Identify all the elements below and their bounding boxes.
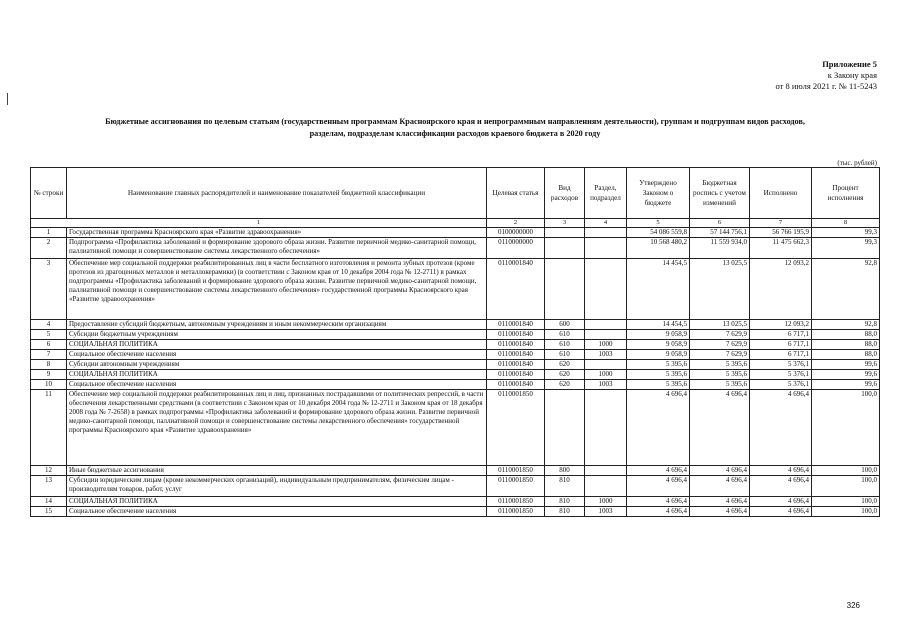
row-percent: 92,8: [812, 320, 880, 330]
row-section: [585, 390, 627, 466]
row-percent: 88,0: [812, 330, 880, 340]
row-target: 0110001840: [487, 360, 545, 370]
row-percent: 100,0: [812, 466, 880, 476]
row-target: 0110001850: [487, 466, 545, 476]
row-kind: 610: [545, 340, 585, 350]
row-kind: 620: [545, 380, 585, 390]
row-kind: 620: [545, 360, 585, 370]
row-approved: 4 696,4: [627, 476, 690, 497]
row-name: Социальное обеспечение населения: [67, 507, 487, 517]
row-list: 4 696,4: [690, 390, 750, 466]
colnum-2: 2: [487, 219, 545, 228]
units-label: (тыс. рублей): [837, 159, 877, 167]
column-number-row: [31, 219, 880, 228]
row-number: 7: [31, 350, 67, 360]
page-number: 326: [846, 601, 860, 610]
row-section: 1003: [585, 350, 627, 360]
colnum-6: 6: [690, 219, 750, 228]
row-percent: 99,6: [812, 380, 880, 390]
row-number: 14: [31, 497, 67, 507]
row-percent: 100,0: [812, 476, 880, 497]
row-section: 1003: [585, 507, 627, 517]
row-executed: 6 717,1: [750, 350, 812, 360]
row-target: 0110001840: [487, 380, 545, 390]
row-percent: 99,3: [812, 228, 880, 238]
row-list: 7 629,9: [690, 330, 750, 340]
header-target: Целевая статья: [487, 168, 545, 219]
row-percent: 99,6: [812, 360, 880, 370]
table-body: [31, 228, 880, 517]
row-approved: 10 568 480,2: [627, 238, 690, 259]
table-row: [31, 507, 880, 517]
row-percent: 100,0: [812, 497, 880, 507]
row-approved: 54 086 559,8: [627, 228, 690, 238]
row-executed: 6 717,1: [750, 330, 812, 340]
row-target: 0110001850: [487, 390, 545, 466]
header-list: Бюджетная роспись с учетом изменений: [690, 168, 750, 219]
row-percent: 92,8: [812, 259, 880, 320]
table-row: [31, 497, 880, 507]
row-approved: 14 454,5: [627, 320, 690, 330]
row-kind: 810: [545, 476, 585, 497]
row-list: 11 559 934,0: [690, 238, 750, 259]
row-name: Обеспечение мер социальной поддержки реабилитированных лиц в части бесплатного изготовления и ремонта зубных протезов (кроме протезов из драгоценных металлов и металлокерамики) (в соответствии с Законом края от 10 декабря 2004 года № 12-2711) в рамках подпрограммы «Профилактика заболеваний и формирование здорового образа жизни. Развитие первичной медико-санитарной помощи, паллиативной помощи и совершенствование системы лекарственного обеспечения» государственной программы Красноярского края «Развитие здравоохранения»: [67, 259, 487, 320]
row-kind: [545, 238, 585, 259]
row-list: 4 696,4: [690, 476, 750, 497]
row-percent: 99,3: [812, 238, 880, 259]
budget-table: [30, 167, 880, 517]
row-number: 12: [31, 466, 67, 476]
table-row: [31, 360, 880, 370]
row-number: 9: [31, 370, 67, 380]
appendix-date: от 8 июля 2021 г. № 11-5243: [775, 81, 877, 91]
row-section: [585, 238, 627, 259]
row-target: 0110001840: [487, 320, 545, 330]
row-name: Подпрограмма «Профилактика заболеваний и формирование здорового образа жизни. Развитие первичной медико-санитарной помощи, паллиативной помощи и совершенствование системы лекарственного обеспечения»: [67, 238, 487, 259]
row-approved: 5 395,6: [627, 380, 690, 390]
header-num: № строки: [31, 168, 67, 219]
row-percent: 100,0: [812, 507, 880, 517]
row-name: Субсидии автономным учреждениям: [67, 360, 487, 370]
row-percent: 99,6: [812, 370, 880, 380]
row-percent: 100,0: [812, 390, 880, 466]
row-executed: 5 376,1: [750, 360, 812, 370]
row-list: 4 696,4: [690, 507, 750, 517]
row-approved: 4 696,4: [627, 507, 690, 517]
row-approved: 5 395,6: [627, 360, 690, 370]
row-target: 0110000000: [487, 238, 545, 259]
row-executed: 5 376,1: [750, 380, 812, 390]
row-kind: 810: [545, 507, 585, 517]
row-list: 7 629,9: [690, 340, 750, 350]
row-name: СОЦИАЛЬНАЯ ПОЛИТИКА: [67, 340, 487, 350]
row-number: 8: [31, 360, 67, 370]
row-list: 4 696,4: [690, 466, 750, 476]
table-row: [31, 238, 880, 259]
row-name: Субсидии юридическим лицам (кроме некоммерческих организаций), индивидуальным предпринимателям, физическим лицам - производителям товаров, работ, услуг: [67, 476, 487, 497]
header-executed: Исполнено: [750, 168, 812, 219]
row-list: 13 025,5: [690, 320, 750, 330]
header-name: Наименование главных распорядителей и наименование показателей бюджетной классификации: [67, 168, 487, 219]
row-approved: 9 058,9: [627, 330, 690, 340]
row-kind: 800: [545, 466, 585, 476]
row-executed: 12 093,2: [750, 259, 812, 320]
row-number: 1: [31, 228, 67, 238]
row-target: 0110001840: [487, 259, 545, 320]
row-section: 1000: [585, 497, 627, 507]
table-row: [31, 476, 880, 497]
header-section: Раздел, подраздел: [585, 168, 627, 219]
row-kind: 610: [545, 330, 585, 340]
row-number: 4: [31, 320, 67, 330]
colnum-1: 1: [31, 219, 487, 228]
row-executed: 4 696,4: [750, 507, 812, 517]
row-section: [585, 476, 627, 497]
colnum-7: 7: [750, 219, 812, 228]
table-row: [31, 466, 880, 476]
row-executed: 5 376,1: [750, 370, 812, 380]
table-row: [31, 259, 880, 320]
row-executed: 4 696,4: [750, 476, 812, 497]
row-approved: 4 696,4: [627, 390, 690, 466]
row-target: 0110001840: [487, 340, 545, 350]
row-name: Субсидии бюджетным учреждениям: [67, 330, 487, 340]
row-number: 13: [31, 476, 67, 497]
table-row: [31, 350, 880, 360]
row-section: 1000: [585, 340, 627, 350]
row-executed: 4 696,4: [750, 390, 812, 466]
row-executed: 12 093,2: [750, 320, 812, 330]
colnum-8: 8: [812, 219, 880, 228]
appendix-law: к Закону края: [827, 70, 877, 80]
row-number: 2: [31, 238, 67, 259]
table-row: [31, 320, 880, 330]
row-list: 5 395,6: [690, 380, 750, 390]
row-kind: 600: [545, 320, 585, 330]
row-list: 57 144 756,1: [690, 228, 750, 238]
title-line-2: разделам, подразделам классификации расходов краевого бюджета в 2020 году: [309, 129, 601, 138]
row-section: [585, 259, 627, 320]
colnum-4: 4: [585, 219, 627, 228]
row-target: 0110001840: [487, 350, 545, 360]
header-approved: Утверждено Законом о бюджете: [627, 168, 690, 219]
row-list: 4 696,4: [690, 497, 750, 507]
header-kind: Вид расходов: [545, 168, 585, 219]
row-executed: 4 696,4: [750, 497, 812, 507]
row-name: Государственная программа Красноярского края «Развитие здравоохранения»: [67, 228, 487, 238]
row-kind: [545, 259, 585, 320]
row-approved: 5 395,6: [627, 370, 690, 380]
row-executed: 11 475 662,3: [750, 238, 812, 259]
row-number: 11: [31, 390, 67, 466]
row-name: Предоставление субсидий бюджетным, автономным учреждениям и иным некоммерческим организациям: [67, 320, 487, 330]
table-row: [31, 228, 880, 238]
row-number: 5: [31, 330, 67, 340]
row-list: 7 629,9: [690, 350, 750, 360]
row-target: 0110001850: [487, 476, 545, 497]
row-target: 0110001840: [487, 330, 545, 340]
row-section: 1003: [585, 380, 627, 390]
colnum-3: 3: [545, 219, 585, 228]
margin-mark: [7, 93, 8, 105]
row-number: 10: [31, 380, 67, 390]
row-name: СОЦИАЛЬНАЯ ПОЛИТИКА: [67, 370, 487, 380]
row-section: [585, 360, 627, 370]
table-row: [31, 390, 880, 466]
header-row: [31, 168, 880, 219]
row-executed: 56 766 195,9: [750, 228, 812, 238]
row-executed: 4 696,4: [750, 466, 812, 476]
table-row: [31, 330, 880, 340]
row-section: [585, 330, 627, 340]
row-name: Социальное обеспечение населения: [67, 350, 487, 360]
row-approved: 14 454,5: [627, 259, 690, 320]
row-target: 0100000000: [487, 228, 545, 238]
row-approved: 9 058,9: [627, 350, 690, 360]
row-approved: 4 696,4: [627, 497, 690, 507]
row-section: [585, 466, 627, 476]
row-approved: 9 058,9: [627, 340, 690, 350]
row-section: [585, 228, 627, 238]
colnum-5: 5: [627, 219, 690, 228]
row-number: 6: [31, 340, 67, 350]
row-section: 1000: [585, 370, 627, 380]
row-kind: 610: [545, 350, 585, 360]
table-row: [31, 380, 880, 390]
appendix-title: Приложение 5: [822, 59, 877, 69]
header-percent: Процент исполнения: [812, 168, 880, 219]
row-name: Иные бюджетные ассигнования: [67, 466, 487, 476]
row-list: 5 395,6: [690, 360, 750, 370]
document-title: [30, 116, 880, 140]
appendix-note: [776, 59, 877, 92]
row-name: СОЦИАЛЬНАЯ ПОЛИТИКА: [67, 497, 487, 507]
row-name: Обеспечение мер социальной поддержки реабилитированных лиц и лиц, признанных пострадавшими от политических репрессий, в части обеспечения лекарственными средствами (в соответствии с Законом края от 10 декабря 2004 года № 12-2711 и Законом края от 18 декабря 2008 года № 7-2658) в рамках подпрограммы «Профилактика заболеваний и формирование здорового образа жизни. Развитие первичной медико-санитарной помощи, паллиативной помощи и совершенствование системы лекарственного обеспечения» государственной программы Красноярского края «Развитие здравоохранения»: [67, 390, 487, 466]
table-row: [31, 340, 880, 350]
row-kind: 810: [545, 497, 585, 507]
row-executed: 6 717,1: [750, 340, 812, 350]
row-approved: 4 696,4: [627, 466, 690, 476]
table-row: [31, 370, 880, 380]
row-number: 3: [31, 259, 67, 320]
row-list: 5 395,6: [690, 370, 750, 380]
title-line-1: Бюджетные ассигнования по целевым статьям (государственным программам Красноярского края и непрограммным направлениям деятельности), группам и подгруппам видов расходов,: [105, 117, 805, 126]
row-kind: 620: [545, 370, 585, 380]
row-target: 0110001850: [487, 497, 545, 507]
row-target: 0110001840: [487, 370, 545, 380]
row-section: [585, 320, 627, 330]
row-percent: 88,0: [812, 350, 880, 360]
row-kind: [545, 228, 585, 238]
row-list: 13 025,5: [690, 259, 750, 320]
row-number: 15: [31, 507, 67, 517]
row-target: 0110001850: [487, 507, 545, 517]
row-percent: 88,0: [812, 340, 880, 350]
row-name: Социальное обеспечение населения: [67, 380, 487, 390]
row-kind: [545, 390, 585, 466]
